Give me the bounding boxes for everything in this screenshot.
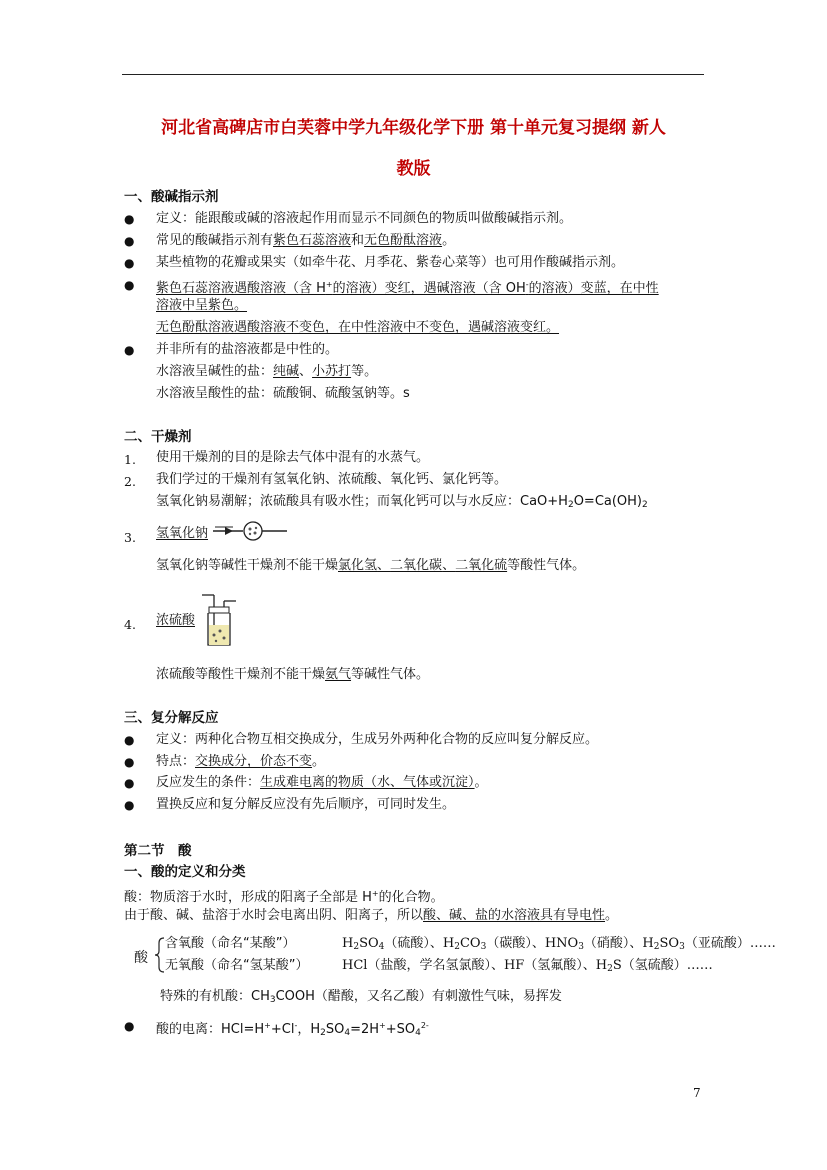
sec2-naoh-note: 氢氧化钠等碱性干燥剂不能干燥氯化氢、二氧化碳、二氧化硫等酸性气体。 [156,558,586,573]
sec2-desiccants: 我们学过的干燥剂有氢氧化钠、浓硫酸、氧化钙、氯化钙等。 [156,472,508,487]
sec3-definition: 定义：两种化合物互相交换成分，生成另外两种化合物的反应叫复分解反应。 [156,732,599,747]
item-number: 3. [124,530,136,545]
bullet: ● [124,343,135,357]
sec1-litmus-line2: 溶液中呈紫色。 [156,298,248,313]
item-number: 2. [124,474,136,489]
anoxyacid-examples: HCl（盐酸，学名氢氯酸）、HF（氢氟酸）、$H_2S$（氢硫酸）…… [342,958,713,974]
document-title-line1: 河北省高碑店市白芙蓉中学九年级化学下册 第十单元复习提纲 新人 [161,118,666,138]
acid-definition-heading: 一、酸的定义和分类 [124,864,246,880]
sec2-h2so4-note: 浓硫酸等酸性干燥剂不能干燥氨气等碱性气体。 [156,667,430,682]
item-number: 1. [124,452,136,467]
sec1-acidic-salts: 水溶液呈酸性的盐：硫酸铜、硫酸氢钠等。s [156,386,410,401]
sec1-litmus-line1: 紫色石蕊溶液遇酸溶液（含 H+的溶液）变红，遇碱溶液（含 OH-的溶液）变蓝，在中性 [156,280,659,296]
sec1-definition: 定义：能跟酸或碱的溶液起作用而显示不同颜色的物质叫做酸碱指示剂。 [156,211,573,226]
sec1-common-indicators: 常见的酸碱指示剂有紫色石蕊溶液和无色酚酞溶液。 [156,233,456,248]
acid-definition: 酸：物质溶于水时，形成的阳离子全部是 H+的化合物。 [124,889,444,905]
document-title-line2: 教版 [396,159,431,179]
drying-tube-icon [213,520,289,542]
page-number: 7 [693,1086,701,1100]
bullet: ● [124,234,135,248]
bullet: ● [124,776,135,790]
sec2-purpose: 使用干燥剂的目的是除去气体中混有的水蒸气。 [156,450,430,465]
section3-heading: 三、复分解反应 [124,710,219,726]
sec2-properties: 氢氧化钠易潮解；浓硫酸具有吸水性；而氧化钙可以与水反应：$CaO+H_2O=Ca(OH)_2$ [156,494,648,510]
sec3-feature: 特点：交换成分，价态不变。 [156,754,326,769]
sec1-plant-indicators: 某些植物的花瓣或果实（如牵牛花、月季花、紫卷心菜等）也可用作酸碱指示剂。 [156,255,625,270]
item-number: 4. [124,617,136,632]
acid-classification-label: 酸 [134,950,148,966]
sec3-condition: 反应发生的条件：生成难电离的物质（水、气体或沉淀）。 [156,775,488,790]
sec2-h2so4-label: 浓硫酸 [156,613,196,628]
anoxyacid-label: 无氧酸（命名“氢某酸”） [165,958,309,973]
bullet: ● [124,1019,135,1033]
bullet: ● [124,278,135,292]
acid-conductivity: 由于酸、碱、盐溶于水时会电离出阴、阳离子，所以酸、碱、盐的水溶液具有导电性。 [124,908,619,923]
sec1-basic-salts: 水溶液呈碱性的盐：纯碱、小苏打等。 [156,364,378,379]
left-brace-icon [155,937,165,973]
organic-acid-note: 特殊的有机酸：$CH_3COOH$（醋酸，又名乙酸）有刺激性气味，易挥发 [160,989,562,1005]
bullet: ● [124,733,135,747]
oxyacid-examples: $H_2SO_4$（硫酸）、$H_2CO_3$（碳酸）、$HNO_3$（硝酸）、$H_2SO_3$（亚硫酸）…… [342,936,776,952]
acid-ionization: 酸的电离：HCl=H++Cl-，$H_2SO_4=2H^++SO_4^{2-}$ [156,1021,429,1038]
bullet: ● [124,212,135,226]
sec1-salt-note: 并非所有的盐溶液都是中性的。 [156,342,339,357]
bullet: ● [124,755,135,769]
bullet: ● [124,798,135,812]
sec2-naoh-label: 氢氧化钠 [156,526,209,541]
section2-heading: 二、干燥剂 [124,429,192,445]
bullet: ● [124,256,135,270]
oxyacid-label: 含氧酸（命名“某酸”） [165,936,296,951]
section-acid-heading: 第二节 酸 [124,843,192,859]
sec1-phenolphthalein: 无色酚酞溶液遇酸溶液不变色，在中性溶液中不变色，遇碱溶液变红。 [156,320,560,335]
gas-washing-bottle-icon [200,591,240,649]
sec3-order-note: 置换反应和复分解反应没有先后顺序，可同时发生。 [156,797,456,812]
header-rule [122,74,704,75]
section1-heading: 一、酸碱指示剂 [124,189,219,205]
